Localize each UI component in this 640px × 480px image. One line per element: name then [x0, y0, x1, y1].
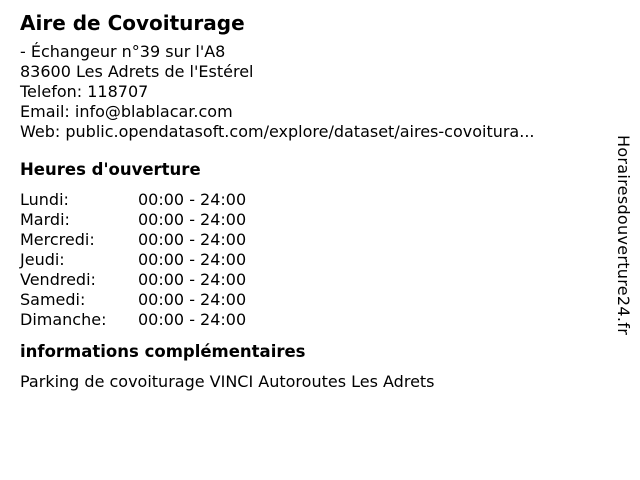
hours-row-sunday [20, 310, 605, 330]
time-range: 00:00 - 24:00 [138, 310, 247, 329]
website-link: Web: public.opendatasoft.com/explore/dataset/aires-covoitura... [20, 122, 535, 141]
additional-info-text: Parking de covoiturage VINCI Autoroutes Les Adrets [20, 372, 435, 391]
time-range: 00:00 - 24:00 [138, 230, 247, 249]
day-label: Jeudi: [20, 250, 65, 269]
time-range: 00:00 - 24:00 [138, 270, 247, 289]
address-street: - Échangeur n°39 sur l'A8 [20, 42, 226, 61]
day-label: Samedi: [20, 290, 86, 309]
time-range: 00:00 - 24:00 [138, 290, 247, 309]
hours-row-tuesday [20, 210, 605, 230]
day-label: Mercredi: [20, 230, 95, 249]
hours-row-friday [20, 270, 605, 290]
opening-hours-heading: Heures d'ouverture [20, 160, 201, 179]
opening-hours-table [20, 190, 605, 330]
day-label: Lundi: [20, 190, 69, 209]
site-watermark: Horairesdouverture24.fr [614, 135, 633, 336]
address-city: 83600 Les Adrets de l'Estérel [20, 62, 254, 81]
hours-row-wednesday [20, 230, 605, 250]
time-range: 00:00 - 24:00 [138, 210, 247, 229]
address-block [20, 42, 605, 142]
listing-content [20, 10, 605, 392]
day-label: Mardi: [20, 210, 70, 229]
email-address: Email: info@blablacar.com [20, 102, 233, 121]
day-label: Dimanche: [20, 310, 107, 329]
phone-number: Telefon: 118707 [20, 82, 149, 101]
time-range: 00:00 - 24:00 [138, 250, 247, 269]
time-range: 00:00 - 24:00 [138, 190, 247, 209]
additional-info-heading: informations complémentaires [20, 342, 306, 361]
hours-row-saturday [20, 290, 605, 310]
hours-row-monday [20, 190, 605, 210]
hours-row-thursday [20, 250, 605, 270]
day-label: Vendredi: [20, 270, 96, 289]
page-title: Aire de Covoiturage [20, 11, 245, 35]
